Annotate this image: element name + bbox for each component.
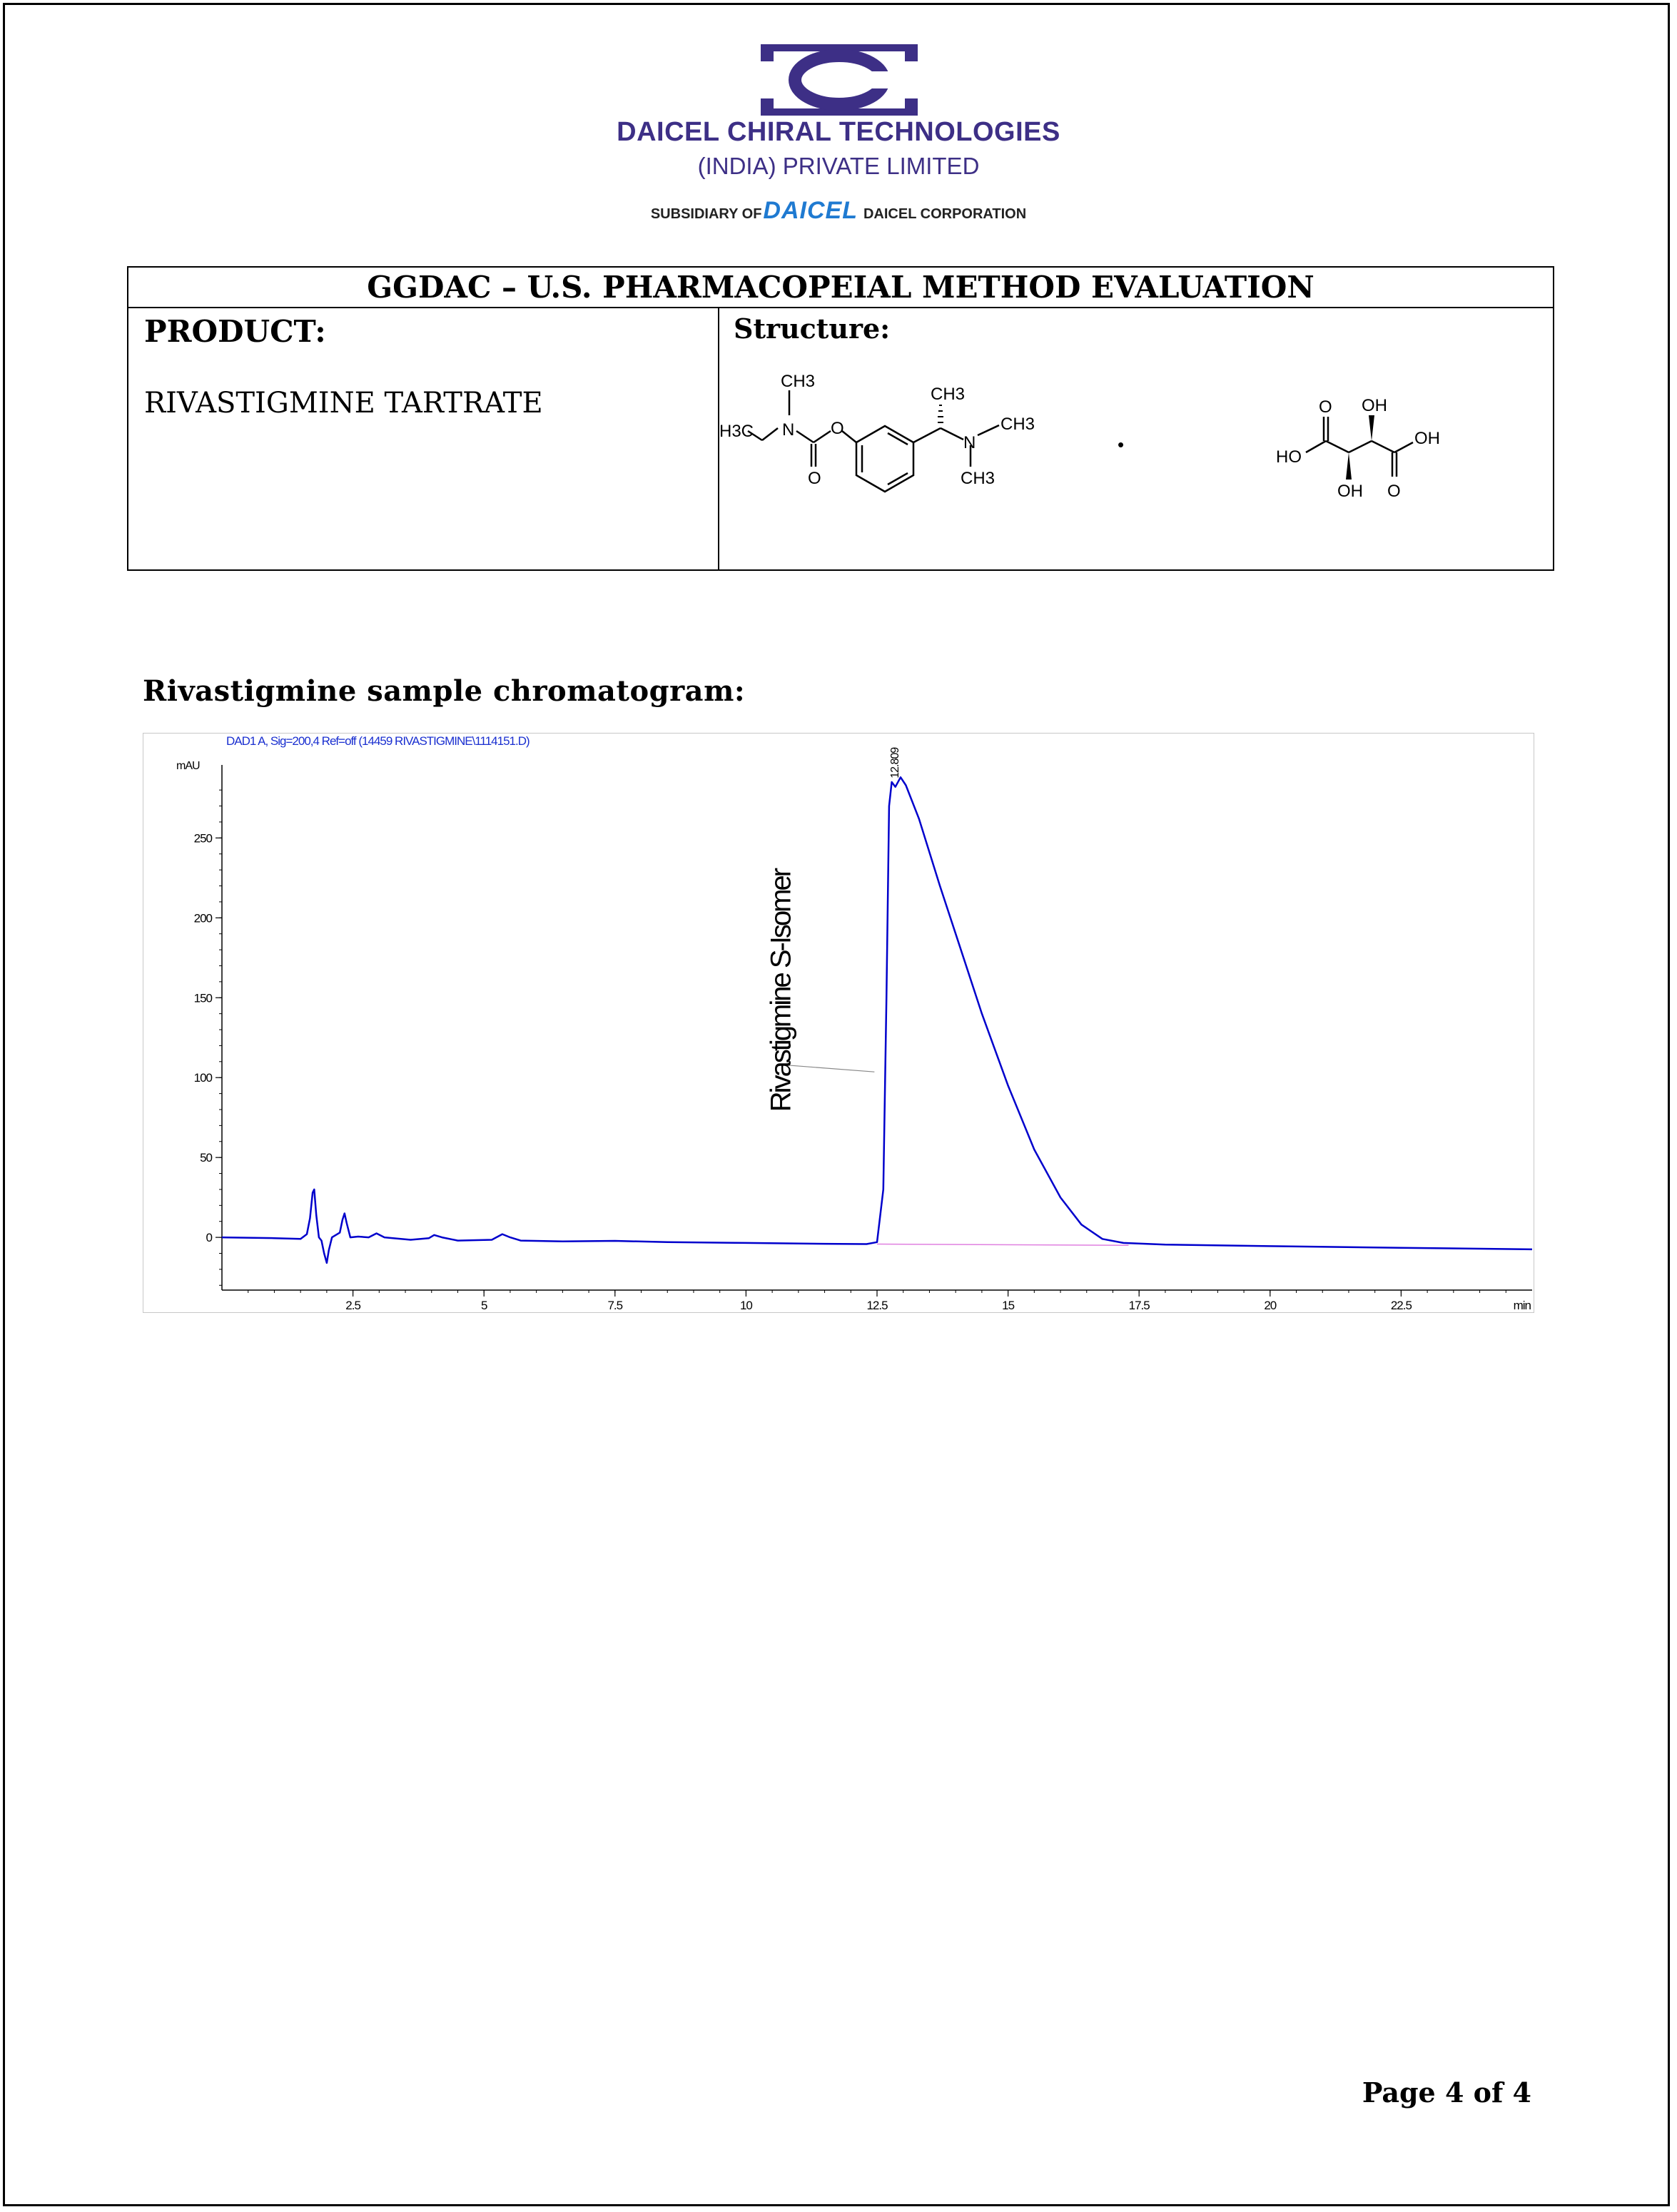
page-number: Page 4 of 4 xyxy=(1362,2076,1531,2109)
y-tick-label: 200 xyxy=(193,911,212,925)
tart-oh-top-label: OH xyxy=(1362,396,1387,415)
peak-label: Rivastigmine S-Isomer xyxy=(765,869,797,1112)
y-tick-label: 100 xyxy=(193,1071,212,1085)
annotations xyxy=(765,747,901,1112)
tartaric-acid-structure xyxy=(1306,417,1413,477)
x-tick-label: 5 xyxy=(480,1299,487,1312)
tart-ho-label: HO xyxy=(1276,447,1302,467)
x-tick-label: 20 xyxy=(1264,1299,1277,1312)
wedge-top xyxy=(1369,415,1374,441)
subsidiary-suffix: DAICEL CORPORATION xyxy=(863,206,1027,222)
company-name: DAICEL CHIRAL TECHNOLOGIES xyxy=(617,117,1060,147)
structure-label: Structure: xyxy=(734,313,891,345)
y-axis-label: mAU xyxy=(176,760,200,772)
evaluation-body xyxy=(128,308,1553,571)
x-tick-label: 22.5 xyxy=(1390,1299,1412,1312)
x-axis-end-label: min xyxy=(1513,1299,1531,1312)
x-tick-label: 17.5 xyxy=(1128,1299,1150,1312)
y-tick-label: 50 xyxy=(200,1151,212,1165)
ch3-top-label: CH3 xyxy=(931,385,966,404)
y-tick-label: 250 xyxy=(193,831,212,846)
evaluation-table xyxy=(127,266,1554,571)
wedge-bottom xyxy=(1346,452,1352,480)
structure-cell xyxy=(719,308,1553,571)
o-ester-label: O xyxy=(831,419,844,438)
chart-title: DAD1 A, Sig=200,4 Ref=off (14459 RIVASTIGMINE\1114151.D) xyxy=(226,734,530,748)
rivastigmine-stereo-dashes xyxy=(938,405,943,422)
plot-area xyxy=(222,777,1532,1263)
signal-trace xyxy=(222,777,1532,1263)
chromatogram-frame xyxy=(143,733,1534,1313)
tart-oh-right-label: OH xyxy=(1414,429,1440,448)
daicel-brand: DAICEL xyxy=(763,197,858,224)
integration-baseline xyxy=(877,1244,1129,1246)
n-right-label: N xyxy=(963,433,976,452)
o-carbonyl-label: O xyxy=(808,469,821,488)
n-left-label: N xyxy=(782,420,795,440)
tart-o-left-label: O xyxy=(1319,397,1332,417)
y-tick-label: 0 xyxy=(206,1231,212,1245)
product-label: PRODUCT: xyxy=(144,314,326,349)
ch3-right-label: CH3 xyxy=(1000,415,1035,434)
tart-oh-bottom-label: OH xyxy=(1337,482,1363,501)
x-tick-label: 2.5 xyxy=(345,1299,360,1312)
y-tick-label: 150 xyxy=(193,991,212,1005)
subsidiary-line xyxy=(0,197,1677,225)
product-cell xyxy=(128,308,719,571)
axes xyxy=(222,765,1532,1290)
ch3-n-label: CH3 xyxy=(781,372,816,391)
daicel-logo-icon xyxy=(761,43,918,117)
section-heading: Rivastigmine sample chromatogram: xyxy=(143,674,746,708)
ch3-bottom-label: CH3 xyxy=(961,469,995,488)
x-tick-label: 7.5 xyxy=(607,1299,623,1312)
evaluation-title: GGDAC – U.S. PHARMACOPEIAL METHOD EVALUATION xyxy=(128,268,1553,308)
chemical-structure xyxy=(719,351,1553,565)
h3c-label: H3C xyxy=(719,422,754,441)
product-name: RIVASTIGMINE TARTRATE xyxy=(144,387,543,420)
tart-o-bottom-label: O xyxy=(1387,482,1401,501)
chromatogram-chart xyxy=(143,734,1534,1312)
company-subtitle: (INDIA) PRIVATE LIMITED xyxy=(697,153,980,179)
salt-dot: • xyxy=(1118,434,1125,455)
x-tick-label: 15 xyxy=(1002,1299,1015,1312)
ticks xyxy=(194,790,1531,1312)
retention-time-label: 12.809 xyxy=(889,747,902,778)
subsidiary-prefix: SUBSIDIARY OF xyxy=(650,206,762,222)
x-tick-label: 12.5 xyxy=(866,1299,888,1312)
x-tick-label: 10 xyxy=(739,1299,752,1312)
